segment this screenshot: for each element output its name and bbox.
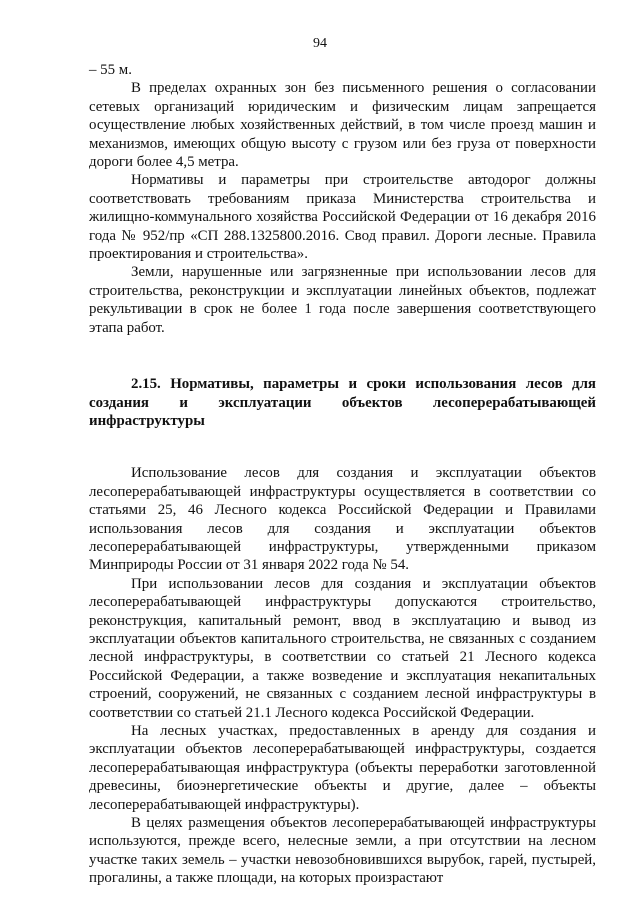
paragraph-protection-zones: В пределах охранных зон без письменного решения о согласовании сетевых организаций юридическим и физическим лицам запрещается осуществление любых хозяйственных действий, в том числе проезд машин и механизмов, имеющих общую высоту с грузом или без груза от поверхности дороги более 4,5 метра.	[89, 80, 596, 171]
section-heading	[89, 375, 596, 430]
paragraph-forest-use-basis: Использование лесов для создания и эксплуатации объектов лесоперерабатывающей инфраструктуры осуществляется в соответствии со статьями 25, 46 Лесного кодекса Российской Федерации и Правилами использования лесов для создания и эксплуатации объектов лесоперерабатывающей инфраструктуры, утвержденными приказом Минприроды России от 31 января 2022 года № 54.	[89, 465, 596, 574]
section-heading-block	[89, 375, 596, 430]
paragraph-permitted-construction: При использовании лесов для создания и эксплуатации объектов лесоперерабатывающей инфраструктуры допускаются строительство, реконструкция, капитальный ремонт, ввод в эксплуатацию и вывод из эксплуатации объектов капитального строительства, не связанных с созданием лесной инфраструктуры, в соответствии со статьей 21 Лесного кодекса Российской Федерации, а также возведение и эксплуатация некапитальных строений, сооружений, не связанных с созданием лесной инфраструктуры в соответствии со статьей 21.1 Лесного кодекса Российской Федерации.	[89, 575, 596, 721]
paragraph-land-reclamation: Земли, нарушенные или загрязненные при использовании лесов для строительства, реконструкции и эксплуатации линейных объектов, подлежат рекультивации в срок не более 1 года после завершения соответствующего этапа работ.	[89, 264, 596, 336]
paragraph-placement-priority: В целях размещения объектов лесоперерабатывающей инфраструктуры используются, прежде всего, нелесные земли, а при отсутствии на лесном участке таких земель – участки невозобновившихся вырубок, гарей, пустырей, прогалины, а также площади, на которых произрастают	[89, 815, 596, 887]
page-number: 94	[313, 36, 327, 51]
section-number: 2.15.	[131, 376, 161, 393]
section-title: Нормативы, параметры и сроки использования лесов для создания и эксплуатации объектов лесоперерабатывающей инфраструктуры	[89, 376, 596, 429]
paragraph-continuation: – 55 м.	[89, 62, 132, 78]
paragraph-road-standards: Нормативы и параметры при строительстве автодорог должны соответствовать требованиям приказа Министерства строительства и жилищно-коммунального хозяйства Российской Федерации от 16 декабря 2016 года № 952/пр «СП 288.1325800.2016. Свод правил. Дороги лесные. Правила проектирования и строительства».	[89, 172, 596, 263]
document-body	[89, 61, 596, 888]
paragraph-leased-plots: На лесных участках, предоставленных в аренду для создания и эксплуатации объектов лесоперерабатывающей инфраструктуры, создается лесоперерабатывающая инфраструктура (объекты переработки заготовленной древесины, биоэнергетические объекты и другие, далее – объекты лесоперерабатывающей инфраструктуры).	[89, 723, 596, 813]
